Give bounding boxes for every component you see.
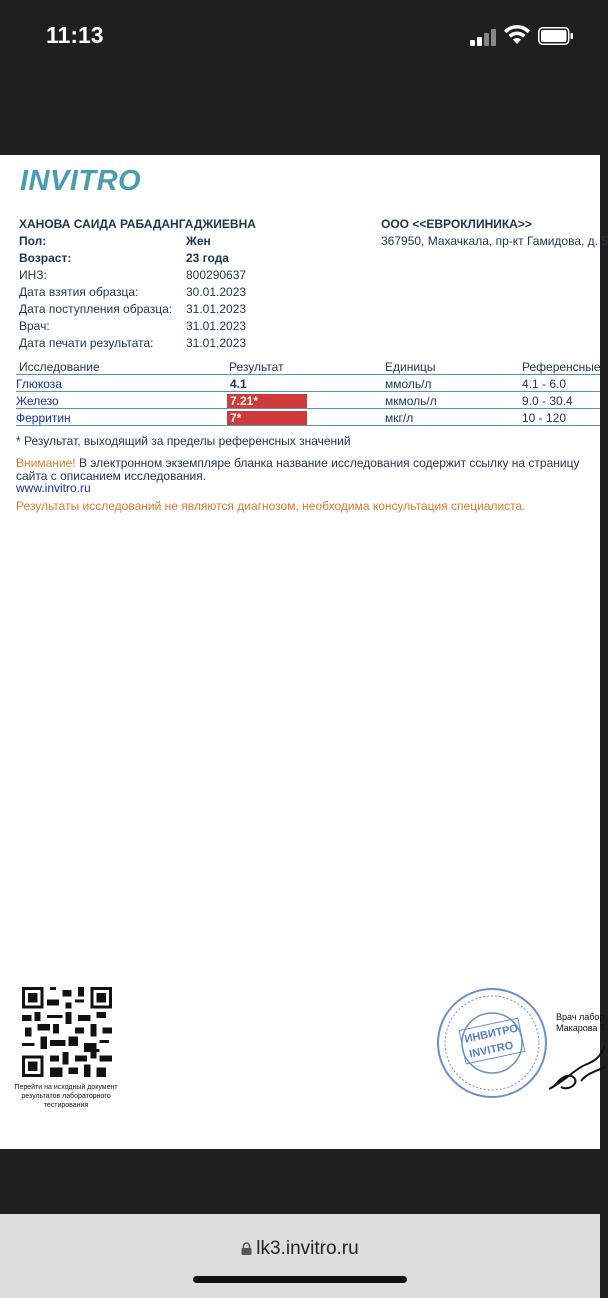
result-value-flagged: 7.21* — [227, 394, 307, 408]
reference-value: 9.0 - 30.4 — [522, 394, 573, 408]
patient-name: ХАНОВА САИДА РАБАДАНГАДЖИЕВНА — [19, 217, 256, 231]
field-label: Возраст: — [19, 251, 72, 265]
field-label: Дата печати результата: — [19, 336, 154, 350]
units-value: ммоль/л — [385, 377, 432, 391]
field-label: Дата поступления образца: — [19, 302, 173, 316]
url-field[interactable] — [0, 1238, 600, 1260]
browser-address-bar[interactable] — [0, 1214, 600, 1298]
field-label: Пол: — [19, 234, 47, 248]
signature-line2: Макарова Т — [556, 1023, 606, 1033]
wifi-icon — [503, 24, 531, 46]
footnote: * Результат, выходящий за пределы референсных значений — [16, 434, 351, 448]
status-bar — [0, 0, 600, 72]
field-value: 800290637 — [186, 268, 247, 282]
lock-icon — [241, 1242, 252, 1255]
notice-text: В электронном экземпляре бланка название исследования содержит ссылку на страницу сайта с описанием исследования. — [16, 456, 580, 483]
disclaimer: Результаты исследований не являются диагнозом, необходима консультация специалиста. — [16, 499, 526, 513]
test-link-iron[interactable]: Железо — [16, 394, 59, 408]
qr-caption: Перейти на исходный документ результатов лабораторного тестирования — [14, 1084, 118, 1109]
qr-code[interactable] — [22, 987, 112, 1077]
column-header-reference: Референсные — [522, 360, 601, 374]
lab-stamp — [436, 987, 548, 1099]
url-text: lk3.invitro.ru — [256, 1238, 359, 1259]
column-header-result: Результат — [229, 360, 284, 374]
field-value: 23 года — [186, 251, 229, 265]
table-divider — [16, 408, 600, 409]
signature-line1: Врач лабор — [556, 1012, 605, 1022]
test-link-ferritin[interactable]: Ферритин — [16, 411, 71, 425]
column-header-test: Исследование — [19, 360, 100, 374]
units-value: мкг/л — [385, 411, 414, 425]
table-divider — [16, 374, 600, 375]
notice — [16, 457, 600, 483]
battery-icon — [538, 27, 574, 45]
clinic-address: 367950, Махачкала, пр-кт Гамидова, д. 5 — [381, 234, 608, 248]
units-value: мкмоль/л — [385, 394, 437, 408]
result-value: 4.1 — [230, 377, 247, 391]
field-value: 31.01.2023 — [186, 336, 247, 350]
stamp-line1: ИНВИТРО — [463, 1022, 520, 1046]
field-label: ИНЗ: — [19, 268, 47, 282]
field-label: Дата взятия образца: — [19, 285, 139, 299]
field-value: 30.01.2023 — [186, 285, 247, 299]
field-value: Жен — [186, 234, 211, 248]
clock: 11:13 — [46, 22, 104, 48]
clinic-name: ООО <<ЕВРОКЛИНИКА>> — [381, 217, 532, 231]
lab-report-document — [0, 155, 608, 1149]
test-link-glucose[interactable]: Глюкоза — [16, 377, 62, 391]
invitro-site-link[interactable]: www.invitro.ru — [16, 481, 91, 495]
reference-value: 4.1 - 6.0 — [522, 377, 567, 391]
table-divider — [16, 391, 600, 392]
invitro-logo: INVITRO — [20, 165, 142, 197]
home-indicator[interactable] — [193, 1276, 407, 1283]
field-label: Врач: — [19, 319, 50, 333]
field-value: 31.01.2023 — [186, 302, 247, 316]
notice-warning: Внимание! — [16, 456, 76, 470]
cellular-signal-icon — [470, 28, 498, 46]
result-value-flagged: 7* — [227, 411, 307, 425]
reference-value: 10 - 120 — [522, 411, 567, 425]
signature-scribble — [545, 1035, 605, 1095]
column-header-units: Единицы — [385, 360, 436, 374]
stamp-line2: INVITRO — [468, 1039, 515, 1061]
table-divider — [16, 425, 600, 426]
field-value: 31.01.2023 — [186, 319, 247, 333]
